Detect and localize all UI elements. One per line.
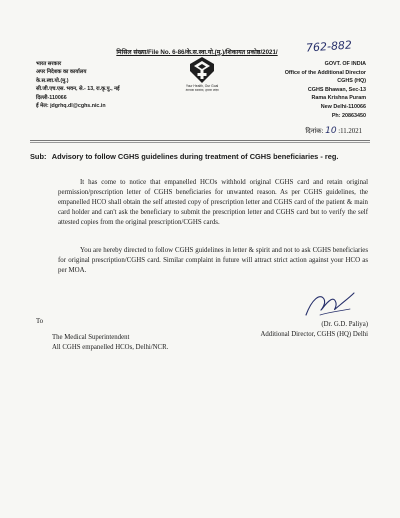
- hindi-header-line: के.स.स्वा.यो.(मु.): [36, 77, 69, 84]
- logo-caption-en: Your Health, Our Goal: [185, 84, 219, 88]
- english-header-line: CGHS Bhawan, Sec-13: [307, 86, 366, 93]
- signature-block: [260, 320, 368, 340]
- subject-text: Advisory to follow CGHS guidelines during treatment of CGHS beneficiaries - reg.: [51, 152, 339, 161]
- signatory-name: (Dr. G.D. Paliya): [321, 321, 368, 328]
- file-number: मिसिल संख्या/File No. 6-86/के.स.स्वा.यो.(मु.)/शिकायत प्रकोष्ठ/2021/: [116, 49, 278, 56]
- recipient-line: All CGHS empanelled HCOs, Delhi/NCR.: [52, 344, 169, 351]
- date-month-year: :11.2021: [338, 128, 362, 135]
- cghs-logo: [179, 56, 225, 108]
- cghs-emblem-icon: [189, 56, 215, 84]
- hindi-office-header: [36, 60, 120, 110]
- body-paragraph-2: You are hereby directed to follow CGHS guidelines in letter & spirit and not to ask CGHS beneficiaries for original prescription/CGHS card. Similar complaint in future will attract strict action against your HCO as per MOA.: [58, 247, 368, 274]
- english-header-line: Office of the Additional Director: [284, 69, 366, 76]
- hindi-header-line: अपर निदेशक का कार्यालय: [36, 69, 87, 76]
- recipient-line: The Medical Superintendent: [52, 334, 130, 341]
- hindi-header-line: दिल्ली-110066: [36, 94, 67, 101]
- date-label: दिनांक:: [305, 128, 324, 135]
- english-header-phone: Ph: 20863450: [331, 112, 366, 119]
- handwritten-dispatch-number: 762-882: [305, 38, 353, 55]
- header-divider-thin: [30, 142, 370, 143]
- letter-date: [305, 126, 362, 136]
- english-header-line: GOVT. OF INDIA: [324, 61, 366, 67]
- hindi-header-line: भारत सरकार: [36, 61, 62, 67]
- signatory-designation: Additional Director, CGHS (HQ) Delhi: [260, 331, 368, 338]
- handwritten-day: 10: [325, 126, 337, 136]
- hindi-header-line: सी.जी.एच.एस. भवन, से.- 13, रा.कृ.पु., नई: [36, 86, 120, 93]
- logo-caption-hi: आपका स्वास्थ्य, हमारा लक्ष्य: [185, 88, 219, 92]
- english-office-header: [285, 60, 366, 120]
- english-header-line: Rama Krishna Puram: [311, 95, 366, 102]
- body-paragraph-1: It has come to notice that empanelled HCOs withhold original CGHS card and retain original permission/prescription letter of CGHS beneficiaries for unwanted reason. As per CGHS guidelines, the empanelled HCO shall obtain the self attested copy of prescription letter and CGHS card of the patient & main card holder and can't ask the beneficiary to submit the prescription letter and CGHS card but to verify the self attested copies from the original prescription/CGHS cards.: [58, 179, 368, 226]
- to-label: To: [36, 318, 44, 325]
- header-divider: [30, 140, 370, 141]
- subject-line: [30, 152, 375, 161]
- subject-label: Sub:: [30, 152, 47, 161]
- hindi-header-email: ई मेल: jdgrhq.dl@cghs.nic.in: [36, 103, 106, 110]
- handwritten-signature: [300, 285, 360, 325]
- english-header-line: New Delhi-110066: [320, 103, 366, 110]
- recipient-block: [36, 317, 168, 353]
- english-header-line: CGHS (HQ): [337, 78, 366, 85]
